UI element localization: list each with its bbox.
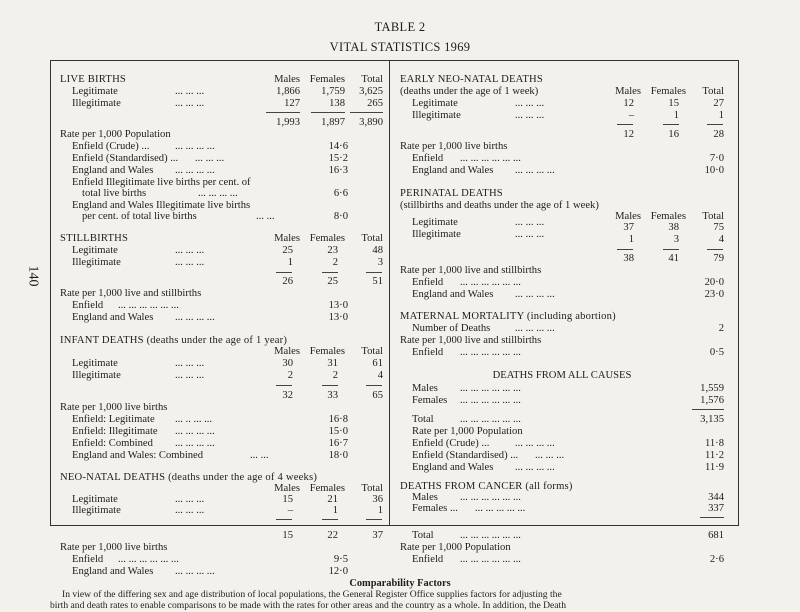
row-label: Legitimate (72, 245, 118, 256)
leader-dots: ... ... ... (515, 229, 545, 240)
col-males: Males (615, 86, 641, 97)
leader-dots: ... ... ... ... ... ... (460, 347, 521, 358)
cell-total: 3 (377, 257, 383, 268)
row-label: Females ... (412, 503, 458, 514)
leader-dots: ... ... ... ... ... ... (460, 153, 521, 164)
col-total: Total (702, 86, 724, 97)
col-females: Females (650, 86, 686, 97)
row-label: Legitimate (72, 494, 118, 505)
total-rule (663, 124, 679, 125)
cell-total: 75 (713, 222, 724, 233)
leader-dots: ... ... ... (175, 245, 205, 256)
rate-heading: Rate per 1,000 Population (60, 129, 171, 140)
rate-value: 13·0 (328, 300, 348, 311)
cell-males: 25 (282, 245, 293, 256)
cell-females: 1,759 (321, 86, 345, 97)
leader-dots: ... ... ... ... (198, 188, 238, 199)
rate-label: Enfield (412, 554, 444, 565)
col-males: Males (274, 233, 300, 244)
leader-dots: ... ... ... ... ... ... (118, 300, 179, 311)
row-label: Legitimate (412, 98, 458, 109)
total-total: 28 (713, 129, 724, 140)
cell-total: 3,625 (359, 86, 383, 97)
cell-females: 138 (329, 98, 345, 109)
perinatal-heading: PERINATAL DEATHS (400, 188, 503, 199)
leader-dots: ... ... ... (175, 257, 205, 268)
total-males: 32 (282, 390, 293, 401)
total-rule (617, 249, 633, 250)
leader-dots: ... ... ... ... (175, 141, 215, 152)
total-males: 12 (623, 129, 634, 140)
cell-females: 38 (668, 222, 679, 233)
col-females: Females (309, 346, 345, 357)
cell-females: 3 (673, 234, 679, 245)
leader-dots: ... ... ... ... (175, 312, 215, 323)
total-rule (707, 124, 723, 125)
total-rule (707, 249, 723, 250)
cell-total: 4 (377, 370, 383, 381)
leader-dots: ... ... ... (195, 153, 225, 164)
total-females: 33 (327, 390, 338, 401)
table-title: VITAL STATISTICS 1969 (329, 40, 471, 54)
row-label: Illegitimate (72, 505, 121, 516)
total-rule (700, 517, 724, 518)
leader-dots: ... ... ... (175, 358, 205, 369)
leader-dots: ... ... ... ... (515, 323, 555, 334)
total-rule (350, 112, 383, 113)
cell-males: – (287, 505, 293, 516)
rate-value: 11·2 (704, 450, 724, 461)
total-rule (266, 112, 300, 113)
rate-heading: Rate per 1,000 live births (60, 542, 168, 553)
leader-dots: ... ... ... ... ... ... (460, 383, 521, 394)
col-total: Total (361, 346, 383, 357)
cell-females: 23 (327, 245, 338, 256)
leader-dots: ... ... ... ... ... ... (460, 492, 521, 503)
cell-females: 2 (332, 370, 338, 381)
total-males: 26 (282, 276, 293, 287)
rate-label: Enfield: Illegitimate (72, 426, 158, 437)
rate-value: 15·0 (328, 426, 348, 437)
leader-dots: ... ... ... (175, 98, 205, 109)
col-males: Males (274, 74, 300, 85)
rate-value: 13·0 (328, 312, 348, 323)
leader-dots: ... ... ... ... ... ... (460, 277, 521, 288)
total-rule (276, 519, 292, 520)
leader-dots: ... ... ... ... (515, 438, 555, 449)
rate-label: Enfield (Standardised) ... (72, 153, 179, 164)
leader-dots: ... ... ... ... (175, 165, 215, 176)
leader-dots: ... ... ... (175, 86, 205, 97)
rate-heading: Rate per 1,000 Population (412, 426, 523, 437)
col-total: Total (361, 483, 383, 494)
rate-label: Enfield (412, 347, 444, 358)
cell-females: 31 (327, 358, 338, 369)
leader-dots: ... ... ... ... ... ... (460, 530, 521, 541)
total-rule (322, 272, 338, 273)
col-total: Total (702, 211, 724, 222)
total-males: 38 (623, 253, 634, 264)
rate-label: Enfield (Standardised) ... (412, 450, 519, 461)
col-females: Females (650, 211, 686, 222)
cell-females: 1 (673, 110, 679, 121)
footer-line: birth and death rates to enable comparisons to be made with the rates for other areas and the country as a whole. In addition, the Death (50, 600, 567, 611)
leader-dots: ... ... (250, 450, 269, 461)
cell-total: 48 (372, 245, 383, 256)
total-males: 1,993 (276, 117, 300, 128)
total-total: 37 (372, 530, 383, 541)
total-females: 41 (668, 253, 679, 264)
cell-males: 1,866 (276, 86, 300, 97)
rate-value: 7·0 (709, 153, 724, 164)
illegitimate-note: per cent. of total live births (82, 211, 197, 222)
total-rule (276, 385, 292, 386)
cell-males: 30 (282, 358, 293, 369)
col-males: Males (274, 483, 300, 494)
cell-value: 681 (708, 530, 724, 541)
total-rule (366, 385, 382, 386)
total-rule (322, 385, 338, 386)
leader-dots: ... ... ... ... ... ... (460, 554, 521, 565)
total-total: 51 (372, 276, 383, 287)
rate-value: 14·6 (328, 141, 348, 152)
rate-value: 0·5 (709, 347, 724, 358)
leader-dots: ... ... ... (175, 494, 205, 505)
perinatal-sub: (stillbirths and deaths under the age of 1 week) (400, 200, 599, 211)
cell-females: 1 (332, 505, 338, 516)
rate-value: 10·0 (704, 165, 724, 176)
total-rule (663, 249, 679, 250)
leader-dots: ... ... ... ... ... ... (118, 554, 179, 565)
rate-heading: Rate per 1,000 live births (60, 402, 168, 413)
rate-value: 8·0 (333, 211, 348, 222)
rate-value: 20·0 (704, 277, 724, 288)
cell-total: 61 (372, 358, 383, 369)
leader-dots: ... ... ... ... ... ... (460, 395, 521, 406)
all-causes-heading: DEATHS FROM ALL CAUSES (492, 370, 632, 381)
early-neo-natal-heading: EARLY NEO-NATAL DEATHS (400, 74, 543, 85)
leader-dots: ... .. ... ... (175, 414, 213, 425)
row-label: Total (412, 530, 434, 541)
cell-males: 1 (287, 257, 293, 268)
cell-total: 36 (372, 494, 383, 505)
rate-value: 16·3 (328, 165, 348, 176)
col-total: Total (361, 74, 383, 85)
early-neo-natal-sub: (deaths under the age of 1 week) (400, 86, 539, 97)
total-females: 16 (668, 129, 679, 140)
cell-total: 27 (713, 98, 724, 109)
rate-value: 11·9 (704, 462, 724, 473)
leader-dots: ... ... ... (515, 217, 545, 228)
cell-males: – (628, 110, 634, 121)
neo-natal-heading: NEO-NATAL DEATHS (deaths under the age of 4 weeks) (60, 472, 318, 483)
cell-males: 2 (287, 370, 293, 381)
rate-label: Enfield: Combined (72, 438, 153, 449)
rate-label: Enfield (Crude) ... (412, 438, 490, 449)
rate-value: 23·0 (704, 289, 724, 300)
illegitimate-note: total live births (82, 188, 147, 199)
rate-heading: Rate per 1,000 live and stillbirths (60, 288, 202, 299)
page-number: 140 (25, 265, 41, 287)
leader-dots: ... ... ... ... ... ... (460, 414, 521, 425)
leader-dots: ... ... (256, 211, 275, 222)
rate-value: 16·8 (328, 414, 348, 425)
row-label: Illegitimate (72, 370, 121, 381)
rate-label: Enfield (412, 277, 444, 288)
rate-label: England and Wales (72, 312, 154, 323)
total-total: 79 (713, 253, 724, 264)
illegitimate-note: England and Wales Illegitimate live births (72, 200, 251, 211)
cell-total: 265 (367, 98, 383, 109)
leader-dots: ... ... ... ... ... (475, 503, 526, 514)
total-total: 65 (372, 390, 383, 401)
rate-label: England and Wales: Combined (72, 450, 204, 461)
row-label: Legitimate (72, 358, 118, 369)
row-label: Illegitimate (72, 257, 121, 268)
rate-value: 12·0 (328, 566, 348, 577)
cell-females: 21 (327, 494, 338, 505)
leader-dots: ... ... ... (175, 370, 205, 381)
row-label: Males (412, 492, 438, 503)
stillbirths-heading: STILLBIRTHS (60, 233, 129, 244)
rate-heading: Rate per 1,000 live births (400, 141, 508, 152)
leader-dots: ... ... ... ... (515, 462, 555, 473)
col-males: Males (274, 346, 300, 357)
row-label: Total (412, 414, 434, 425)
rate-label: Enfield (72, 300, 104, 311)
row-label: Illegitimate (72, 98, 121, 109)
total-females: 1,897 (321, 117, 345, 128)
total-females: 22 (327, 530, 338, 541)
infant-deaths-heading: INFANT DEATHS (deaths under the age of 1 year) (60, 335, 288, 346)
column-divider (389, 60, 390, 526)
rate-heading: Rate per 1,000 Population (400, 542, 511, 553)
cell-value: 1,576 (700, 395, 724, 406)
leader-dots: ... ... ... ... (515, 289, 555, 300)
cell-total: 1 (718, 110, 724, 121)
cell-males: 12 (623, 98, 634, 109)
cell-males: 1 (628, 234, 634, 245)
leader-dots: ... ... ... ... (175, 438, 215, 449)
leader-dots: ... ... ... ... (515, 165, 555, 176)
cell-value: 337 (708, 503, 724, 514)
leader-dots: ... ... ... (535, 450, 565, 461)
cancer-heading: DEATHS FROM CANCER (all forms) (400, 481, 573, 492)
rate-label: Enfield (72, 554, 104, 565)
cell-males: 127 (284, 98, 300, 109)
live-births-heading: LIVE BIRTHS (60, 74, 127, 85)
rate-value: 16·7 (328, 438, 348, 449)
rate-label: England and Wales (72, 566, 154, 577)
maternal-number-label: Number of Deaths (412, 323, 491, 334)
leader-dots: ... ... ... (175, 505, 205, 516)
cell-value: 3,135 (700, 414, 724, 425)
maternal-number-value: 2 (718, 323, 724, 334)
rate-heading: Rate per 1,000 live and stillbirths (400, 265, 542, 276)
rate-value: 11·8 (704, 438, 724, 449)
rate-label: Enfield: Legitimate (72, 414, 155, 425)
total-rule (366, 272, 382, 273)
maternal-heading: MATERNAL MORTALITY (including abortion) (400, 311, 616, 322)
rate-heading: Rate per 1,000 live and stillbirths (400, 335, 542, 346)
leader-dots: ... ... ... ... (175, 426, 215, 437)
total-rule (692, 409, 724, 410)
total-females: 25 (327, 276, 338, 287)
col-total: Total (361, 233, 383, 244)
total-rule (617, 124, 633, 125)
col-females: Females (309, 233, 345, 244)
rate-label: Enfield (Crude) ... (72, 141, 150, 152)
cell-females: 15 (668, 98, 679, 109)
cell-males: 15 (282, 494, 293, 505)
total-rule (366, 519, 382, 520)
cell-value: 1,559 (700, 383, 724, 394)
cell-females: 2 (332, 257, 338, 268)
rate-value: 18·0 (328, 450, 348, 461)
cell-total: 1 (377, 505, 383, 516)
rate-label: England and Wales (72, 165, 154, 176)
cell-value: 344 (708, 492, 724, 503)
total-rule (276, 272, 292, 273)
total-rule (311, 112, 345, 113)
cell-total: 4 (718, 234, 724, 245)
col-females: Females (309, 483, 345, 494)
rate-label: Enfield (412, 153, 444, 164)
row-label: Males (412, 383, 438, 394)
illegitimate-note: Enfield Illegitimate live births per cent. of (72, 177, 251, 188)
row-label: Illegitimate (412, 110, 461, 121)
rate-label: England and Wales (412, 289, 494, 300)
leader-dots: ... ... ... (515, 98, 545, 109)
rate-label: England and Wales (412, 462, 494, 473)
total-total: 3,890 (359, 117, 383, 128)
row-label: Females (412, 395, 448, 406)
rate-label: England and Wales (412, 165, 494, 176)
footer-line: In view of the differing sex and age distribution of local populations, the General Register Office supplies factors for adjusting the (62, 589, 562, 600)
leader-dots: ... ... ... (515, 110, 545, 121)
rate-value: 6·6 (333, 188, 348, 199)
col-females: Females (309, 74, 345, 85)
rate-value: 9·5 (333, 554, 348, 565)
cell-males: 37 (623, 222, 634, 233)
col-males: Males (615, 211, 641, 222)
row-label: Legitimate (72, 86, 118, 97)
leader-dots: ... ... ... ... (175, 566, 215, 577)
row-label: Illegitimate (412, 229, 461, 240)
table-number: TABLE 2 (374, 20, 426, 34)
row-label: Legitimate (412, 217, 458, 228)
rate-value: 2·6 (709, 554, 724, 565)
footer-heading: Comparability Factors (349, 578, 451, 589)
total-males: 15 (282, 530, 293, 541)
rate-value: 15·2 (328, 153, 348, 164)
total-rule (322, 519, 338, 520)
